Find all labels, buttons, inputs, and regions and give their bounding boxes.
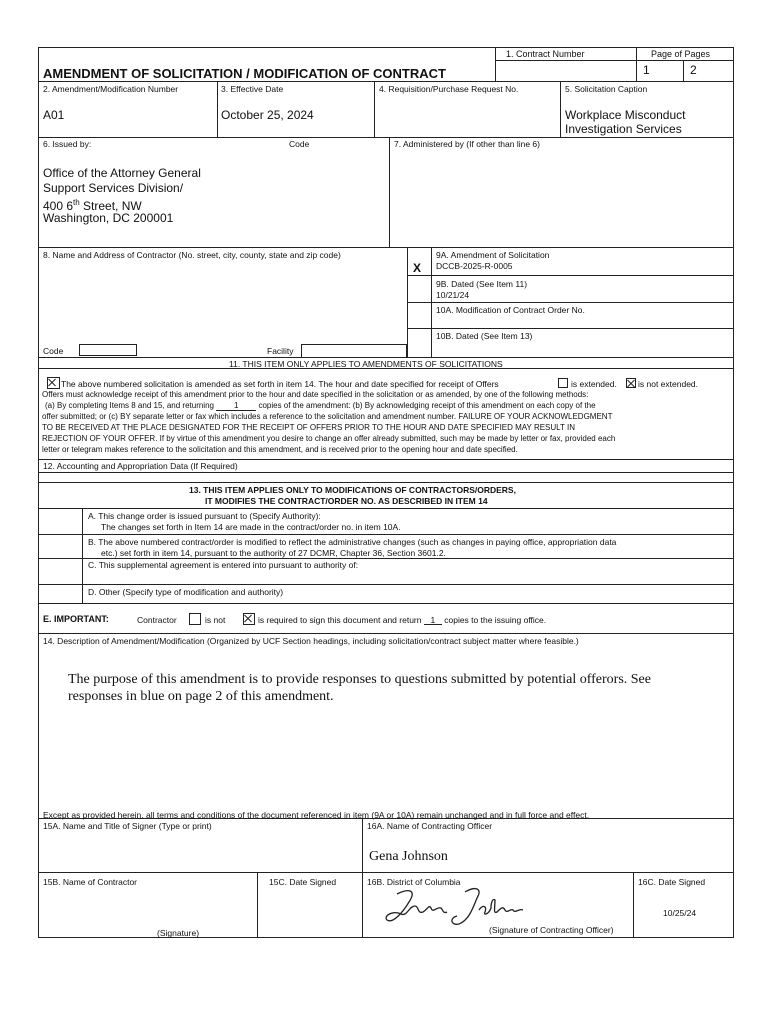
rule [39, 482, 733, 483]
dated-9b-label: 9B. Dated (See Item 11) [436, 279, 528, 289]
issuer-line2: Support Services Division/ [43, 181, 184, 195]
dated-9b: 10/21/24 [436, 290, 470, 300]
amended-checkbox[interactable] [47, 377, 60, 389]
item12-label: 12. Accounting and Appropriation Data (If Required) [43, 461, 238, 471]
code-box[interactable] [79, 344, 137, 356]
requisition-label: 4. Requisition/Purchase Request No. [379, 84, 519, 94]
rule [39, 584, 733, 585]
date-signed-16c-label: 16C. Date Signed [638, 877, 706, 887]
amendment-check-mark: X [413, 261, 422, 275]
item13-c: C. This supplemental agreement is entered into pursuant to authority of: [88, 560, 359, 570]
rule [39, 558, 733, 559]
not-extended-checkbox[interactable] [626, 378, 636, 388]
rule [389, 137, 390, 247]
item14-label: 14. Description of Amendment/Modification (Organized by UCF Section headings, including solicitation/contract subject matter where feasible.) [43, 636, 579, 646]
signer-label: 15A. Name and Title of Signer (Type or print) [43, 821, 212, 831]
code-label: Code [289, 139, 310, 149]
handwritten-signature [379, 884, 529, 932]
rule [39, 603, 733, 604]
date-signed-15c-label: 15C. Date Signed [269, 877, 337, 887]
is-required-checkbox[interactable] [243, 613, 255, 625]
rule [39, 137, 733, 138]
solicitation-number: DCCB-2025-R-0005 [436, 261, 513, 271]
officer-name: Gena Johnson [369, 849, 448, 864]
item13-b-line1: B. The above numbered contract/order is modified to reflect the administrative changes (such as changes in paying office, appropriation data [88, 537, 617, 547]
issuer-line3: 400 6th Street, NW [43, 198, 142, 213]
is-not-checkbox[interactable] [189, 613, 201, 625]
rule [217, 81, 218, 137]
item13-a-line1: A. This change order is issued pursuant to (Specify Authority): [88, 511, 321, 521]
rule [39, 508, 733, 509]
dated-10b-label: 10B. Dated (See Item 13) [436, 331, 533, 341]
item13-d: D. Other (Specify type of modification and authority) [88, 587, 284, 597]
rule [39, 247, 733, 248]
effective-date-label: 3. Effective Date [221, 84, 284, 94]
rule [39, 459, 733, 460]
item13-header-line2: IT MODIFIES THE CONTRACT/ORDER NO. AS DESCRIBED IN ITEM 14 [205, 496, 488, 506]
code-label-2: Code [43, 346, 64, 356]
important-is-not: is not [205, 615, 226, 625]
rule [39, 472, 733, 473]
item13-b-line2: etc.) set forth in item 14, pursuant to the authority of 27 DCMR, Chapter 36, Section 3601.2. [101, 548, 446, 558]
important-contractor: Contractor [137, 615, 177, 625]
facility-label: Facility [267, 346, 294, 356]
date-signed-16c: 10/25/24 [663, 908, 697, 918]
page-of-pages-label: Page of Pages [651, 49, 711, 59]
rule [407, 247, 408, 357]
issued-by-label: 6. Issued by: [43, 139, 92, 149]
rule [560, 81, 561, 137]
extended-checkbox[interactable] [558, 378, 568, 388]
rule [407, 302, 733, 303]
rule [82, 508, 83, 603]
contractor-name-label: 15B. Name of Contractor [43, 877, 138, 887]
amendment-number-label: 2. Amendment/Modification Number [43, 84, 179, 94]
important-label: E. IMPORTANT: [43, 614, 109, 624]
item11-line2: Offers must acknowledge receipt of this amendment prior to the hour and date specified in the solicitation or as amended, by one of the following methods: [42, 390, 589, 399]
district-label: 16B. District of Columbia [367, 877, 461, 887]
rule [39, 633, 733, 634]
rule [431, 247, 432, 357]
officer-label: 16A. Name of Contracting Officer [367, 821, 493, 831]
caption-line2: Investigation Services [565, 122, 682, 136]
item13-a-line2: The changes set forth in Item 14 are made in the contract/order no. in item 10A. [101, 522, 401, 532]
item11-line1: The above numbered solicitation is amended as set forth in item 14. The hour and date specified for receipt of Offers [61, 379, 499, 389]
rule [39, 534, 733, 535]
rule [495, 60, 733, 61]
rule [636, 48, 637, 81]
item13-header-line1: 13. THIS ITEM APPLIES ONLY TO MODIFICATIONS OF CONTRACTORS/ORDERS, [189, 485, 516, 495]
item11-line7: letter or telegram makes reference to the solicitation and this amendment, and is received prior to the opening hour and date specified. [42, 445, 518, 454]
item11-line5: TO BE RECEIVED AT THE PLACE DESIGNATED FOR THE RECEIPT OF OFFERS PRIOR TO THE HOUR AND DATE SPECIFIED MAY RESULT IN [42, 423, 575, 432]
rule [39, 81, 733, 82]
rule [374, 81, 375, 137]
extended-label: is extended. [571, 379, 617, 389]
item11-line4: offer submitted; or (c) BY separate letter or fax which includes a reference to the solicitation and amendment number. FAILURE OF YOUR ACKNOWLEDGMENT [42, 412, 613, 421]
effective-date: October 25, 2024 [221, 108, 314, 122]
contract-number-label: 1. Contract Number [506, 49, 585, 59]
item11-line6: REJECTION OF YOUR OFFER. If by virtue of this amendment you desire to change an offer already submitted, such may be made by letter or fax, provided each [42, 434, 616, 443]
amendment-number: A01 [43, 108, 65, 122]
rule [633, 872, 634, 937]
issuer-line1: Office of the Attorney General [43, 166, 201, 180]
item11-line3: (a) By completing Items 8 and 15, and returning 1 copies of the amendment: (b) By acknowledging receipt of this amendment on each copy of the [45, 401, 596, 410]
administered-label: 7. Administered by (If other than line 6) [394, 139, 540, 149]
item11-header: 11. THIS ITEM ONLY APPLIES TO AMENDMENTS OF SOLICITATIONS [229, 359, 503, 369]
form-title: AMENDMENT OF SOLICITATION / MODIFICATION OF CONTRACT [43, 66, 446, 81]
mod-contract-label: 10A. Modification of Contract Order No. [436, 305, 585, 315]
important-required: is required to sign this document and return 1 copies to the issuing office. [258, 615, 547, 625]
caption-label: 5. Solicitation Caption [565, 84, 648, 94]
rule [407, 328, 733, 329]
contractor-label: 8. Name and Address of Contractor (No. street, city, county, state and zip code) [43, 250, 341, 260]
caption-line1: Workplace Misconduct [565, 108, 686, 122]
item14-text-line1: The purpose of this amendment is to provide responses to questions submitted by potential offerors. See [68, 672, 651, 687]
rule [495, 48, 496, 81]
amendment-form [38, 47, 734, 938]
page-count: 2 [690, 63, 697, 77]
amend-solicitation-label: 9A. Amendment of Solicitation [436, 250, 550, 260]
rule [407, 275, 733, 276]
page-number: 1 [643, 63, 650, 77]
issuer-line4: Washington, DC 200001 [43, 211, 174, 225]
item14-text-line2: responses in blue on page 2 of this amendment. [68, 689, 334, 704]
except-text: Except as provided herein, all terms and conditions of the document referenced in item (9A or 10A) remain unchanged and in full force and effect. [43, 810, 590, 820]
rule [39, 872, 733, 873]
rule [362, 818, 363, 937]
rule [257, 872, 258, 937]
facility-box[interactable] [301, 344, 407, 358]
signature-label: (Signature) [157, 928, 200, 938]
officer-signature-label: (Signature of Contracting Officer) [489, 925, 614, 935]
not-extended-label: is not extended. [638, 379, 699, 389]
rule [683, 60, 684, 81]
